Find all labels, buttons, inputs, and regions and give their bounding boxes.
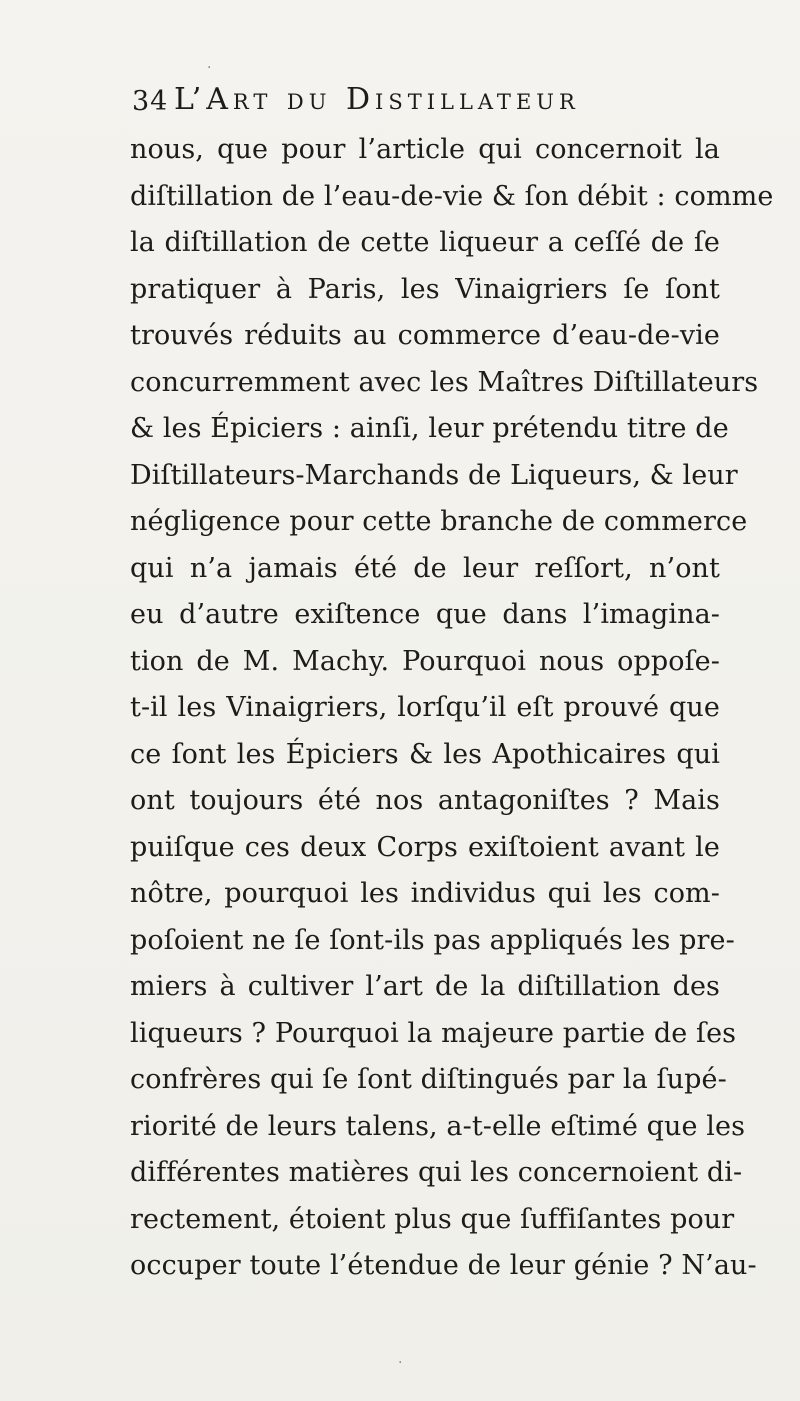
text-line: Diſtillateurs-Marchands de Liqueurs, & leur: [130, 459, 738, 491]
text-line: eu d’autre exiſtence que dans l’imagina-: [130, 599, 720, 630]
paper-speck-icon: ·: [207, 60, 212, 76]
text-line: riorité de leurs talens, a-t-elle eſtimé que les: [130, 1110, 746, 1142]
text-line: nous, que pour l’article qui concernoit la: [130, 134, 720, 165]
text-line: rectement, étoient plus que ſuffiſantes pour: [130, 1203, 735, 1235]
text-line: poſoient ne ſe ſont-ils pas appliqués les pre-: [130, 924, 735, 956]
text-line: qui n’a jamais été de leur reſſort, n’ont: [130, 552, 720, 584]
page-number: 34: [132, 86, 169, 117]
text-line: concurremment avec les Maîtres Diſtillateurs: [130, 366, 759, 398]
text-line: confrères qui ſe ſont diſtingués par la ſupé-: [130, 1064, 727, 1095]
text-line: liqueurs ? Pourquoi la majeure partie de ſes: [130, 1017, 737, 1049]
text-line: occuper toute l’étendue de leur génie ? N’au-: [130, 1250, 757, 1281]
text-line: trouvés réduits au commerce d’eau-de-vie: [130, 320, 720, 351]
text-line: tion de M. Machy. Pourquoi nous oppoſe-: [130, 645, 720, 677]
text-line: diſtillation de l’eau-de-vie & ſon débit : comme: [130, 180, 774, 212]
text-line: & les Épiciers : ainſi, leur prétendu titre de: [130, 413, 729, 444]
text-line: nôtre, pourquoi les individus qui les com-: [130, 878, 720, 909]
text-line: puiſque ces deux Corps exiſtoient avant le: [130, 831, 720, 863]
paper-speck-icon: ·: [398, 1355, 403, 1371]
text-line: différentes matières qui les concernoient di-: [130, 1157, 743, 1188]
text-line: ont toujours été nos antagoniſtes ? Mais: [130, 785, 720, 816]
text-line: miers à cultiver l’art de la diſtillation des: [130, 971, 720, 1002]
text-line: t-il les Vinaigriers, lorſqu’il eſt prouvé que: [130, 692, 720, 723]
text-line: ce ſont les Épiciers & les Apothicaires qui: [130, 738, 720, 770]
running-head: [132, 82, 692, 126]
text-line: la diſtillation de cette liqueur a ceſſé de ſe: [130, 227, 720, 258]
text-line: négligence pour cette branche de commerce: [130, 506, 748, 537]
body-text: [130, 127, 774, 1290]
text-line: pratiquer à Paris, les Vinaigriers ſe ſont: [130, 273, 720, 305]
running-title: L’Art du Distillateur: [174, 82, 580, 117]
